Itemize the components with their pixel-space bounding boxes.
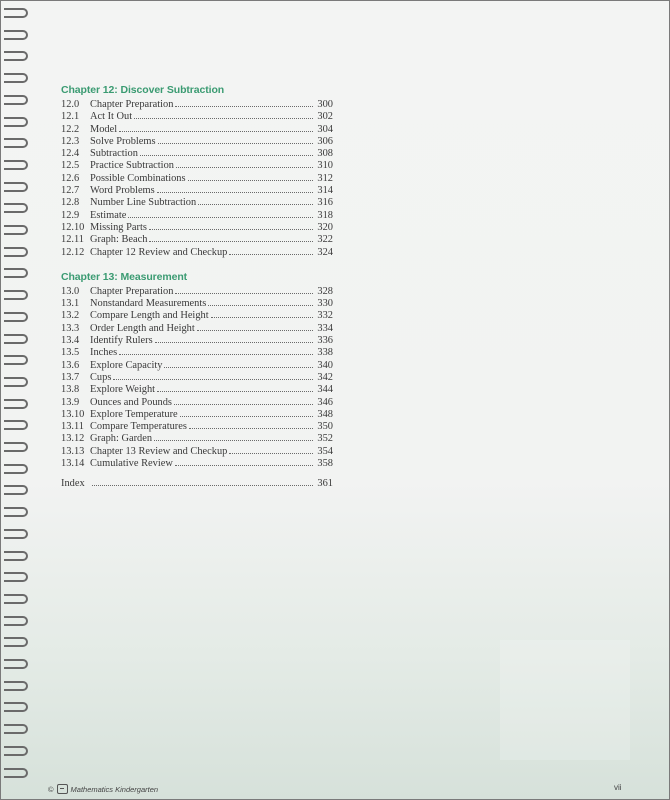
toc-entry[interactable] <box>61 209 333 221</box>
entry-page: 314 <box>317 185 333 197</box>
spiral-coil <box>4 551 28 561</box>
entry-page: 334 <box>317 322 333 334</box>
leader-dots <box>157 184 313 193</box>
entry-page: 328 <box>317 285 333 297</box>
spiral-coil <box>4 529 28 539</box>
leader-dots <box>149 221 313 230</box>
entry-page: 336 <box>317 335 333 347</box>
table-of-contents <box>61 84 333 490</box>
entry-title: Model <box>90 123 118 135</box>
entry-page: 354 <box>317 445 333 457</box>
entry-number: 12.10 <box>61 221 85 233</box>
entry-page: 302 <box>317 111 333 123</box>
leader-dots <box>119 346 313 355</box>
leader-dots <box>175 285 313 294</box>
spiral-coil <box>4 8 28 18</box>
entry-page: 322 <box>317 234 333 246</box>
spiral-coil <box>4 442 28 452</box>
leader-dots <box>198 196 313 205</box>
toc-entry[interactable] <box>61 196 333 208</box>
entry-page: 348 <box>317 408 333 420</box>
entry-title: Estimate <box>90 209 127 221</box>
entry-title: Inches <box>90 347 118 359</box>
entry-title: Subtraction <box>90 148 138 160</box>
toc-entry[interactable] <box>61 322 333 334</box>
spiral-coil <box>4 247 28 257</box>
publisher-logo-icon <box>57 784 68 794</box>
entry-page: 344 <box>317 384 333 396</box>
entry-number: 12.11 <box>61 234 84 246</box>
leader-dots <box>189 420 313 429</box>
entry-page: 338 <box>317 347 333 359</box>
spiral-coil <box>4 355 28 365</box>
toc-entry[interactable] <box>61 110 333 122</box>
leader-dots <box>175 457 313 466</box>
toc-entry[interactable] <box>61 408 333 420</box>
entry-title: Word Problems <box>90 185 155 197</box>
entry-title: Graph: Beach <box>90 234 148 246</box>
entry-number: 13.14 <box>61 458 85 470</box>
leader-dots <box>140 147 313 156</box>
toc-entry[interactable] <box>61 135 333 147</box>
spiral-coil <box>4 290 28 300</box>
entry-number: 13.7 <box>61 371 80 383</box>
entry-title: Cups <box>90 371 112 383</box>
entry-page: 312 <box>317 172 333 184</box>
entry-number: 12.9 <box>61 209 80 221</box>
leader-dots <box>149 233 313 242</box>
leader-dots <box>119 123 313 132</box>
toc-entry[interactable] <box>61 147 333 159</box>
leader-dots <box>158 135 313 144</box>
toc-entry[interactable] <box>61 334 333 346</box>
leader-dots <box>174 396 313 405</box>
entry-page: 332 <box>317 310 333 322</box>
spiral-coil <box>4 160 28 170</box>
entry-page: 340 <box>317 359 333 371</box>
toc-entry[interactable] <box>61 457 333 469</box>
entry-title: Solve Problems <box>90 135 156 147</box>
chapter-13-entries <box>61 285 333 469</box>
spiral-coil <box>4 377 28 387</box>
entry-number: 13.12 <box>61 433 85 445</box>
toc-entry[interactable] <box>61 172 333 184</box>
entry-number: 12.6 <box>61 172 80 184</box>
entry-title: Nonstandard Measurements <box>90 298 207 310</box>
entry-title: Practice Subtraction <box>90 160 174 172</box>
toc-entry[interactable] <box>61 432 333 444</box>
spiral-coil <box>4 51 28 61</box>
leader-dots <box>175 98 313 107</box>
spiral-coil <box>4 659 28 669</box>
toc-entry[interactable] <box>61 285 333 297</box>
book-title: Mathematics Kindergarten <box>70 784 159 794</box>
entry-page: 350 <box>317 421 333 433</box>
leader-dots <box>188 172 313 181</box>
entry-number: 12.8 <box>61 197 80 209</box>
entry-number: 13.0 <box>61 285 80 297</box>
page-number: vii <box>614 783 622 792</box>
spiral-coil <box>4 594 28 604</box>
spiral-coil <box>4 73 28 83</box>
entry-page: 318 <box>317 209 333 221</box>
spiral-binding <box>0 8 30 798</box>
entry-number: 13.2 <box>61 310 80 322</box>
spiral-coil <box>4 225 28 235</box>
copyright-symbol: © <box>48 784 54 794</box>
spiral-coil <box>4 464 28 474</box>
entry-title: Explore Weight <box>90 384 156 396</box>
toc-entry[interactable] <box>61 246 333 258</box>
leader-dots <box>229 445 313 454</box>
leader-dots <box>154 432 313 441</box>
entry-title: Chapter 13 Review and Checkup <box>90 445 228 457</box>
toc-entry[interactable] <box>61 420 333 432</box>
leader-dots <box>180 408 313 417</box>
entry-title: Explore Capacity <box>90 359 163 371</box>
entry-title: Ounces and Pounds <box>90 396 172 408</box>
entry-number: 12.1 <box>61 111 80 123</box>
entry-number: 13.13 <box>61 445 85 457</box>
entry-page: 358 <box>317 458 333 470</box>
entry-title: Chapter 12 Review and Checkup <box>90 246 228 258</box>
leader-dots <box>92 477 313 486</box>
entry-number: 13.4 <box>61 335 80 347</box>
entry-title: Missing Parts <box>90 221 147 233</box>
toc-entry[interactable] <box>61 359 333 371</box>
leader-dots <box>229 246 313 255</box>
spiral-coil <box>4 681 28 691</box>
entry-page: 310 <box>317 160 333 172</box>
entry-title: Explore Temperature <box>90 408 178 420</box>
leader-dots <box>157 383 313 392</box>
spiral-coil <box>4 117 28 127</box>
toc-entry[interactable] <box>61 159 333 171</box>
spiral-coil <box>4 95 28 105</box>
toc-entry[interactable] <box>61 297 333 309</box>
entry-page: 306 <box>317 135 333 147</box>
leader-dots <box>128 209 313 218</box>
spiral-coil <box>4 485 28 495</box>
toc-entry[interactable] <box>61 184 333 196</box>
background-shadow <box>500 640 630 760</box>
spiral-coil <box>4 572 28 582</box>
leader-dots <box>176 159 313 168</box>
spiral-coil <box>4 334 28 344</box>
spiral-coil <box>4 399 28 409</box>
toc-entry[interactable] <box>61 445 333 457</box>
entry-page: 346 <box>317 396 333 408</box>
entry-number: 12.2 <box>61 123 80 135</box>
entry-number: 13.9 <box>61 396 80 408</box>
entry-title: Identify Rulers <box>90 335 153 347</box>
spiral-coil <box>4 724 28 734</box>
spiral-coil <box>4 507 28 517</box>
entry-number: 12.7 <box>61 185 80 197</box>
entry-page: 316 <box>317 197 333 209</box>
entry-number: 12.12 <box>61 246 85 258</box>
entry-number: 13.8 <box>61 384 80 396</box>
index-entry[interactable] <box>61 477 333 489</box>
entry-title: Order Length and Height <box>90 322 195 334</box>
spiral-coil <box>4 637 28 647</box>
leader-dots <box>113 371 313 380</box>
entry-title: Number Line Subtraction <box>90 197 197 209</box>
index-page: 361 <box>317 478 333 490</box>
entry-page: 304 <box>317 123 333 135</box>
page-footer <box>48 784 158 794</box>
spiral-coil <box>4 30 28 40</box>
spiral-coil <box>4 138 28 148</box>
entry-number: 13.5 <box>61 347 80 359</box>
entry-title: Act It Out <box>90 111 133 123</box>
entry-number: 12.0 <box>61 99 80 110</box>
leader-dots <box>155 334 313 343</box>
chapter-13-heading: Chapter 13: Measurement <box>61 270 188 283</box>
toc-entry[interactable] <box>61 346 333 358</box>
spiral-coil <box>4 702 28 712</box>
entry-title: Cumulative Review <box>90 458 173 470</box>
spiral-coil <box>4 746 28 756</box>
spiral-coil <box>4 616 28 626</box>
spiral-coil <box>4 768 28 778</box>
entry-page: 320 <box>317 221 333 233</box>
toc-entry[interactable] <box>61 221 333 233</box>
spiral-coil <box>4 203 28 213</box>
chapter-12-entries <box>61 98 333 258</box>
entry-number: 12.3 <box>61 135 80 147</box>
entry-number: 13.3 <box>61 322 80 334</box>
index-label: Index <box>61 478 85 490</box>
toc-entry[interactable] <box>61 371 333 383</box>
entry-number: 13.1 <box>61 298 80 310</box>
spiral-coil <box>4 268 28 278</box>
entry-number: 13.10 <box>61 408 85 420</box>
spiral-coil <box>4 182 28 192</box>
entry-page: 342 <box>317 371 333 383</box>
leader-dots <box>211 309 313 318</box>
leader-dots <box>208 297 313 306</box>
spiral-coil <box>4 312 28 322</box>
entry-page: 352 <box>317 433 333 445</box>
leader-dots <box>134 110 313 119</box>
leader-dots <box>197 322 313 331</box>
entry-page: 330 <box>317 298 333 310</box>
toc-entry[interactable] <box>61 309 333 321</box>
entry-page: 324 <box>317 246 333 258</box>
toc-entry[interactable] <box>61 233 333 245</box>
toc-entry[interactable] <box>61 383 333 395</box>
entry-number: 13.6 <box>61 359 80 371</box>
toc-entry[interactable] <box>61 396 333 408</box>
entry-number: 13.11 <box>61 421 84 433</box>
entry-title: Chapter Preparation <box>90 285 174 297</box>
entry-title: Graph: Garden <box>90 433 153 445</box>
entry-title: Chapter Preparation <box>90 99 174 110</box>
entry-page: 308 <box>317 148 333 160</box>
entry-title: Compare Length and Height <box>90 310 209 322</box>
spiral-coil <box>4 420 28 430</box>
entry-page: 300 <box>317 99 333 110</box>
leader-dots <box>164 359 313 368</box>
toc-entry[interactable] <box>61 98 333 110</box>
entry-title: Compare Temperatures <box>90 421 187 433</box>
entry-title: Possible Combinations <box>90 172 186 184</box>
chapter-12-heading: Chapter 12: Discover Subtraction <box>61 84 225 96</box>
toc-entry[interactable] <box>61 123 333 135</box>
entry-number: 12.5 <box>61 160 80 172</box>
entry-number: 12.4 <box>61 148 80 160</box>
